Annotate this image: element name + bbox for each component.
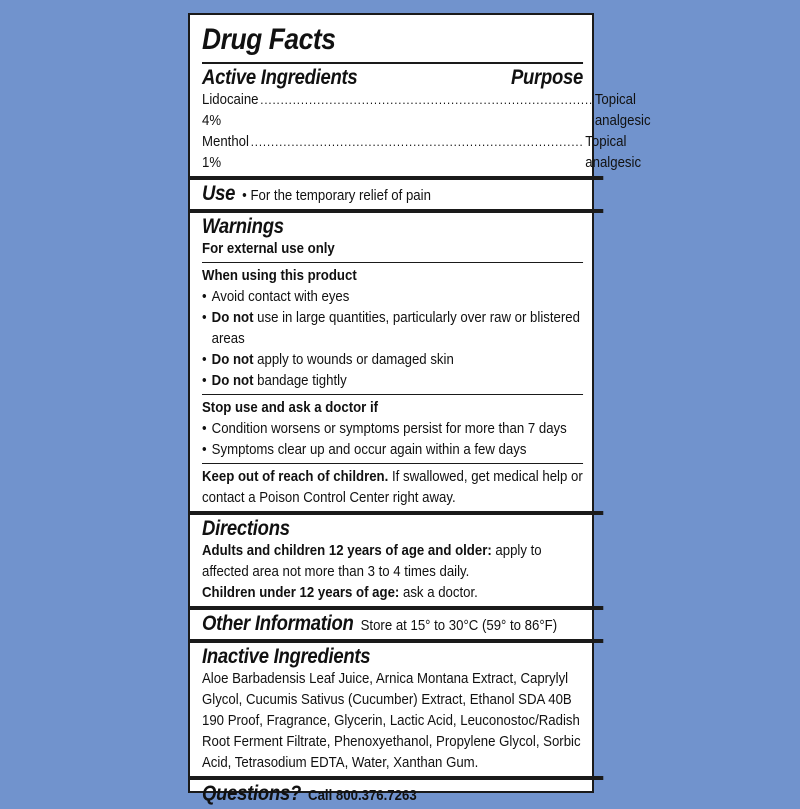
ingredient-row [202,89,651,131]
inactive-ingredients-section [202,643,583,776]
when-using-heading: When using this product [202,267,357,284]
ingredient-row [202,131,642,173]
use-text: • For the temporary relief of pain [242,187,431,204]
purpose-heading: Purpose [510,66,584,89]
use-section [202,180,583,209]
warnings-section [202,213,583,262]
directions-adults: Adults and children 12 years of age and older: apply to affected area not more than 3 to 4 times daily. [202,542,542,580]
drug-facts-title: Drug Facts [202,23,336,56]
list-item: • Do not use in large quantities, particularly over raw or blistered areas [202,309,580,347]
ingredient-purpose: Topical analgesic [585,133,642,171]
ingredient-name: Lidocaine 4% [202,91,259,129]
when-using-section [202,263,583,394]
keep-out-of-reach-text: Keep out of reach of children. If swallowed, get medical help or contact a Poison Control Center right away. [202,468,583,506]
questions-phone: Call 800.376.7263 [308,787,417,804]
warnings-heading: Warnings [202,215,284,238]
questions-section [202,780,583,809]
list-item: • Do not bandage tightly [202,372,347,389]
leader-dots: .................................................................................. [250,134,584,149]
ingredient-name: Menthol 1% [202,133,249,171]
list-item: • Do not apply to wounds or damaged skin [202,351,454,368]
inactive-ingredients-text: Aloe Barbadensis Leaf Juice, Arnica Montana Extract, Caprylyl Glycol, Cucumis Sativus (Cucumber) Extract, Ethanol SDA 40B 190 Proof, Fragrance, Glycerin, Lactic Acid, Leuconostoc/Radish Root Ferment Filtrate, Phenoxyethanol, Propylene Glycol, Sorbic Acid, Tetrasodium EDTA, Water, Xanthan Gum. [202,670,581,771]
directions-heading: Directions [202,517,290,540]
ingredient-purpose: Topical analgesic [594,91,651,129]
leader-dots: .................................................................................. [260,92,594,107]
external-use-text: For external use only [202,240,335,257]
active-ingredients-section [202,64,651,176]
directions-children: Children under 12 years of age: ask a doctor. [202,584,478,601]
questions-heading: Questions? [202,782,302,805]
other-information-text: Store at 15° to 30°C (59° to 86°F) [360,617,558,634]
other-information-heading: Other Information [202,612,354,635]
inactive-ingredients-heading: Inactive Ingredients [202,645,371,668]
drug-facts-panel [188,13,651,805]
list-item: • Avoid contact with eyes [202,288,350,305]
directions-section [202,515,583,606]
other-information-section [202,610,583,639]
list-item: • Symptoms clear up and occur again within a few days [202,441,527,458]
stop-use-heading: Stop use and ask a doctor if [202,399,379,416]
stop-use-section [202,395,583,463]
use-heading: Use [202,182,236,205]
active-ingredients-heading: Active Ingredients [202,66,358,89]
list-item: • Condition worsens or symptoms persist for more than 7 days [202,420,567,437]
